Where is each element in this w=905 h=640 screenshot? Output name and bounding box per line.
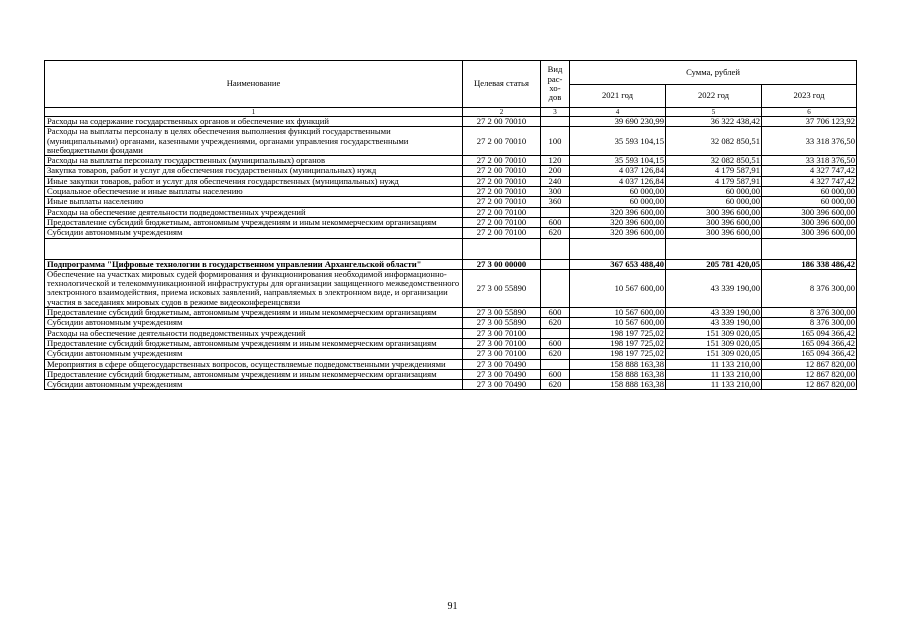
row-amount-2022 <box>666 238 762 259</box>
row-amount-2022: 300 396 600,00 <box>666 217 762 227</box>
header-year-2022: 2022 год <box>666 84 762 108</box>
row-amount-2022: 151 309 020,05 <box>666 328 762 338</box>
header-name: Наименование <box>45 61 463 108</box>
row-amount-2022: 32 082 850,51 <box>666 156 762 166</box>
row-name: Мероприятия в сфере общегосударственных вопросов, осуществляемые подведомственными учреждениями <box>45 359 463 369</box>
budget-table <box>44 60 857 390</box>
row-name: Предоставление субсидий бюджетным, автономным учреждениям и иным некоммерческим организациям <box>45 369 463 379</box>
row-amount-2023: 300 396 600,00 <box>762 207 857 217</box>
table-row <box>45 166 857 176</box>
row-amount-2022: 11 133 210,00 <box>666 359 762 369</box>
row-name: Расходы на обеспечение деятельности подведомственных учреждений <box>45 328 463 338</box>
row-expense-type: 600 <box>541 217 570 227</box>
row-expense-type: 360 <box>541 197 570 207</box>
row-expense-type <box>541 359 570 369</box>
row-amount-2021: 4 037 126,84 <box>570 166 666 176</box>
header-target-article: Целевая статья <box>463 61 541 108</box>
row-amount-2022: 32 082 850,51 <box>666 127 762 156</box>
row-amount-2021: 39 690 230,99 <box>570 117 666 127</box>
column-number: 4 <box>570 108 666 117</box>
row-target-article: 27 2 00 70010 <box>463 197 541 207</box>
row-name <box>45 238 463 259</box>
row-amount-2021: 367 653 488,40 <box>570 259 666 269</box>
table-row <box>45 328 857 338</box>
table-row <box>45 308 857 318</box>
row-name: Иные выплаты населению <box>45 197 463 207</box>
row-expense-type <box>541 328 570 338</box>
row-amount-2021: 60 000,00 <box>570 187 666 197</box>
row-amount-2022: 151 309 020,05 <box>666 349 762 359</box>
row-amount-2023 <box>762 238 857 259</box>
row-amount-2021: 10 567 600,00 <box>570 318 666 328</box>
table-body <box>45 61 857 390</box>
row-amount-2023: 300 396 600,00 <box>762 217 857 227</box>
row-amount-2023: 165 094 366,42 <box>762 338 857 348</box>
row-name: Расходы на содержание государственных органов и обеспечение их функций <box>45 117 463 127</box>
row-amount-2023: 4 327 747,42 <box>762 176 857 186</box>
row-name: Субсидии автономным учреждениям <box>45 228 463 238</box>
row-amount-2022: 60 000,00 <box>666 197 762 207</box>
row-amount-2021: 10 567 600,00 <box>570 308 666 318</box>
row-amount-2022: 36 322 438,42 <box>666 117 762 127</box>
row-target-article: 27 2 00 70010 <box>463 187 541 197</box>
header-sum: Сумма, рублей <box>570 61 857 85</box>
page-number: 91 <box>447 601 458 612</box>
row-target-article <box>463 238 541 259</box>
row-name: Расходы на обеспечение деятельности подведомственных учреждений <box>45 207 463 217</box>
row-target-article: 27 2 00 70010 <box>463 127 541 156</box>
row-amount-2023: 8 376 300,00 <box>762 318 857 328</box>
row-amount-2022: 43 339 190,00 <box>666 308 762 318</box>
table-row <box>45 369 857 379</box>
row-target-article: 27 3 00 70100 <box>463 349 541 359</box>
row-target-article: 27 2 00 70100 <box>463 228 541 238</box>
row-expense-type: 200 <box>541 166 570 176</box>
row-amount-2021: 10 567 600,00 <box>570 269 666 307</box>
row-amount-2022: 43 339 190,00 <box>666 269 762 307</box>
row-target-article: 27 3 00 70100 <box>463 338 541 348</box>
row-expense-type <box>541 259 570 269</box>
row-target-article: 27 2 00 70010 <box>463 166 541 176</box>
row-target-article: 27 2 00 70100 <box>463 207 541 217</box>
row-expense-type: 240 <box>541 176 570 186</box>
row-target-article: 27 3 00 55890 <box>463 269 541 307</box>
row-amount-2022: 300 396 600,00 <box>666 207 762 217</box>
row-target-article: 27 2 00 70100 <box>463 217 541 227</box>
header-year-2021: 2021 год <box>570 84 666 108</box>
column-number: 3 <box>541 108 570 117</box>
row-name: Социальное обеспечение и иные выплаты населению <box>45 187 463 197</box>
row-amount-2023: 300 396 600,00 <box>762 228 857 238</box>
row-amount-2022: 205 781 420,05 <box>666 259 762 269</box>
row-name: Предоставление субсидий бюджетным, автономным учреждениям и иным некоммерческим организациям <box>45 217 463 227</box>
row-target-article: 27 2 00 70010 <box>463 176 541 186</box>
row-target-article: 27 3 00 55890 <box>463 308 541 318</box>
row-amount-2021: 158 888 163,38 <box>570 369 666 379</box>
row-name: Обеспечение на участках мировых судей формирования и функционирования необходимой информационно-технологической и телекоммуникационной инфраструктуры для организации защищенного межведомственного электронного взаимодействия, приема исковых заявлений, направляемых в электронном виде, и организации участия в заседаниях мировых судов в режиме видеоконференцсвязи <box>45 269 463 307</box>
spacer-row <box>45 238 857 259</box>
row-amount-2021: 60 000,00 <box>570 197 666 207</box>
row-amount-2023: 37 706 123,92 <box>762 117 857 127</box>
row-amount-2021: 35 593 104,15 <box>570 156 666 166</box>
column-number: 2 <box>463 108 541 117</box>
table-row <box>45 217 857 227</box>
row-amount-2023: 60 000,00 <box>762 197 857 207</box>
row-amount-2023: 33 318 376,50 <box>762 156 857 166</box>
row-amount-2021: 35 593 104,15 <box>570 127 666 156</box>
row-amount-2022: 4 179 587,91 <box>666 166 762 176</box>
table-row <box>45 207 857 217</box>
table-row <box>45 338 857 348</box>
row-amount-2021: 320 396 600,00 <box>570 207 666 217</box>
row-target-article: 27 3 00 70490 <box>463 380 541 390</box>
row-amount-2021: 158 888 163,38 <box>570 380 666 390</box>
row-amount-2021: 320 396 600,00 <box>570 228 666 238</box>
row-amount-2022: 60 000,00 <box>666 187 762 197</box>
table-row <box>45 187 857 197</box>
row-amount-2023: 186 338 486,42 <box>762 259 857 269</box>
row-amount-2022: 11 133 210,00 <box>666 369 762 379</box>
column-number-row <box>45 108 857 117</box>
row-expense-type: 620 <box>541 349 570 359</box>
table-row <box>45 127 857 156</box>
table-row <box>45 156 857 166</box>
row-name: Закупка товаров, работ и услуг для обеспечения государственных (муниципальных) нужд <box>45 166 463 176</box>
row-name: Предоставление субсидий бюджетным, автономным учреждениям и иным некоммерческим организациям <box>45 338 463 348</box>
row-amount-2023: 60 000,00 <box>762 187 857 197</box>
row-name: Субсидии автономным учреждениям <box>45 318 463 328</box>
row-amount-2022: 43 339 190,00 <box>666 318 762 328</box>
row-expense-type <box>541 117 570 127</box>
row-amount-2023: 8 376 300,00 <box>762 308 857 318</box>
row-expense-type: 600 <box>541 338 570 348</box>
row-amount-2022: 4 179 587,91 <box>666 176 762 186</box>
row-expense-type: 600 <box>541 308 570 318</box>
table-row <box>45 380 857 390</box>
row-target-article: 27 3 00 70100 <box>463 328 541 338</box>
row-amount-2021: 198 197 725,02 <box>570 328 666 338</box>
column-number: 1 <box>45 108 463 117</box>
row-name: Расходы на выплаты персоналу в целях обеспечения выполнения функций государственными (муниципальными) органами, казенными учреждениями, органами управления государственными внебюджетными фондами <box>45 127 463 156</box>
row-target-article: 27 3 00 70490 <box>463 369 541 379</box>
row-amount-2021 <box>570 238 666 259</box>
header-year-2023: 2023 год <box>762 84 857 108</box>
table-row <box>45 117 857 127</box>
row-expense-type: 620 <box>541 228 570 238</box>
row-name: Подпрограмма "Цифровые технологии в государственном управлении Архангельской области" <box>45 259 463 269</box>
row-amount-2023: 12 867 820,00 <box>762 380 857 390</box>
row-target-article: 27 3 00 00000 <box>463 259 541 269</box>
row-amount-2022: 151 309 020,05 <box>666 338 762 348</box>
row-expense-type: 620 <box>541 380 570 390</box>
row-expense-type <box>541 269 570 307</box>
table-row <box>45 228 857 238</box>
table-row <box>45 269 857 307</box>
row-amount-2023: 4 327 747,42 <box>762 166 857 176</box>
row-amount-2023: 33 318 376,50 <box>762 127 857 156</box>
row-amount-2023: 165 094 366,42 <box>762 328 857 338</box>
row-amount-2021: 198 197 725,02 <box>570 349 666 359</box>
table-row <box>45 197 857 207</box>
column-number: 6 <box>762 108 857 117</box>
table-row <box>45 349 857 359</box>
table-row <box>45 359 857 369</box>
row-target-article: 27 2 00 70010 <box>463 117 541 127</box>
row-name: Расходы на выплаты персоналу государственных (муниципальных) органов <box>45 156 463 166</box>
row-amount-2023: 165 094 366,42 <box>762 349 857 359</box>
row-target-article: 27 3 00 55890 <box>463 318 541 328</box>
row-name: Субсидии автономным учреждениям <box>45 349 463 359</box>
row-expense-type <box>541 207 570 217</box>
row-name: Субсидии автономным учреждениям <box>45 380 463 390</box>
column-number: 5 <box>666 108 762 117</box>
row-amount-2022: 11 133 210,00 <box>666 380 762 390</box>
row-target-article: 27 3 00 70490 <box>463 359 541 369</box>
header-row <box>45 61 857 85</box>
row-amount-2021: 158 888 163,38 <box>570 359 666 369</box>
table-row <box>45 318 857 328</box>
row-name: Предоставление субсидий бюджетным, автономным учреждениям и иным некоммерческим организациям <box>45 308 463 318</box>
row-amount-2021: 320 396 600,00 <box>570 217 666 227</box>
row-name: Иные закупки товаров, работ и услуг для обеспечения государственных (муниципальных) нужд <box>45 176 463 186</box>
table-row <box>45 176 857 186</box>
row-expense-type <box>541 238 570 259</box>
row-amount-2023: 12 867 820,00 <box>762 359 857 369</box>
row-amount-2021: 198 197 725,02 <box>570 338 666 348</box>
row-amount-2022: 300 396 600,00 <box>666 228 762 238</box>
row-target-article: 27 2 00 70010 <box>463 156 541 166</box>
subprogram-row <box>45 259 857 269</box>
header-expense-type: Вид рас- хо- дов <box>541 61 570 108</box>
row-amount-2021: 4 037 126,84 <box>570 176 666 186</box>
row-expense-type: 300 <box>541 187 570 197</box>
row-expense-type: 120 <box>541 156 570 166</box>
row-expense-type: 620 <box>541 318 570 328</box>
row-amount-2023: 12 867 820,00 <box>762 369 857 379</box>
row-expense-type: 100 <box>541 127 570 156</box>
row-amount-2023: 8 376 300,00 <box>762 269 857 307</box>
row-expense-type: 600 <box>541 369 570 379</box>
